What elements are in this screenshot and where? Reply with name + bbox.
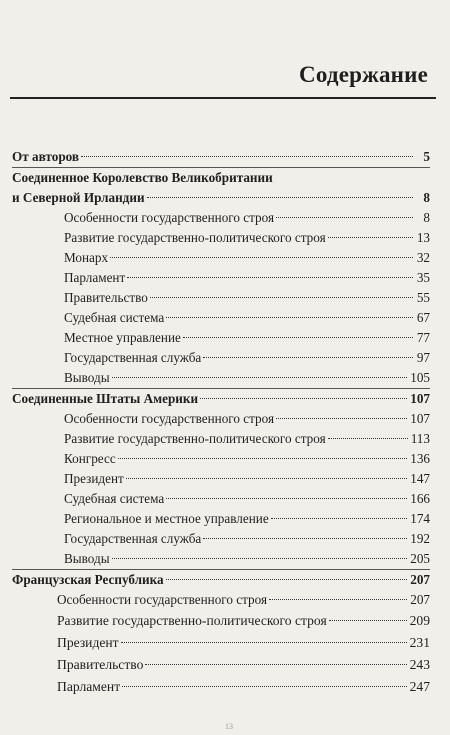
- dot-leader: [203, 538, 407, 539]
- toc-entry-title: Конгресс: [64, 451, 116, 466]
- toc-entry-page: 207: [410, 572, 430, 587]
- toc-entry[interactable]: [12, 489, 430, 509]
- toc-entry-title: Парламент: [64, 270, 126, 285]
- dot-leader: [329, 620, 407, 621]
- dot-leader: [200, 398, 407, 399]
- toc-entry[interactable]: [12, 147, 430, 167]
- toc-entry-title: Особенности государственного строя: [64, 210, 275, 225]
- toc-entry-page: 136: [410, 451, 430, 466]
- toc-entry-page: 32: [416, 250, 430, 265]
- toc-entry-title: Выводы: [64, 370, 110, 385]
- toc-entry-page: 97: [416, 350, 430, 365]
- toc-entry-title: Развитие государственно-политического строя: [57, 613, 327, 628]
- toc-entry[interactable]: [12, 188, 430, 208]
- toc-entry-page: 192: [410, 531, 430, 546]
- toc-entry[interactable]: [12, 409, 430, 429]
- toc-entry-title: Соединенное Королевство Великобритании: [12, 170, 273, 185]
- toc-entry[interactable]: [12, 348, 430, 368]
- toc-entry-title: Президент: [57, 635, 119, 650]
- dot-leader: [81, 156, 413, 157]
- toc-entry[interactable]: [12, 529, 430, 549]
- toc-entry-page: 55: [416, 290, 430, 305]
- page-number: 13: [225, 722, 233, 731]
- toc-entry-title: Государственная служба: [64, 350, 202, 365]
- dot-leader: [121, 642, 407, 643]
- toc-entry-page: 243: [409, 657, 430, 672]
- toc-entry-page: 209: [409, 613, 430, 628]
- toc-entry[interactable]: [12, 610, 430, 632]
- toc-entry[interactable]: [12, 308, 430, 328]
- toc-entry[interactable]: [12, 328, 430, 348]
- dot-leader: [118, 458, 408, 459]
- dot-leader: [145, 664, 406, 665]
- toc-entry[interactable]: [12, 654, 430, 676]
- dot-leader: [166, 579, 408, 580]
- toc-entry[interactable]: [12, 268, 430, 288]
- toc-entry-page: 105: [410, 370, 430, 385]
- toc-entry-page: 5: [423, 149, 430, 164]
- toc-entry[interactable]: [12, 569, 430, 590]
- toc-entry-page: 166: [410, 491, 430, 506]
- toc-entry-title: От авторов: [12, 149, 80, 164]
- toc-entry-page: 205: [410, 551, 430, 566]
- toc-entry[interactable]: [12, 167, 430, 188]
- toc-entry-page: 174: [410, 511, 430, 526]
- toc-entry-title: Парламент: [57, 679, 121, 694]
- toc-entry-title: Правительство: [64, 290, 148, 305]
- toc-entry-page: 8: [423, 210, 430, 225]
- toc-entry-title: Государственная служба: [64, 531, 202, 546]
- dot-leader: [126, 478, 407, 479]
- page-title: Содержание: [299, 62, 428, 87]
- toc-entry-title: Особенности государственного строя: [64, 411, 275, 426]
- toc-entry[interactable]: [12, 676, 430, 698]
- dot-leader: [183, 337, 413, 338]
- toc-entry-title: Судебная система: [64, 491, 165, 506]
- toc-entry-page: 107: [410, 411, 430, 426]
- toc-entry[interactable]: [12, 509, 430, 529]
- toc-entry-page: 13: [416, 230, 430, 245]
- dot-leader: [328, 237, 413, 238]
- toc-entry-title: Правительство: [57, 657, 144, 672]
- dot-leader: [122, 686, 406, 687]
- toc-entry-title: Региональное и местное управление: [64, 511, 269, 526]
- toc-entry-title: Развитие государственно-политического строя: [64, 230, 326, 245]
- dot-leader: [166, 317, 413, 318]
- toc-entry-page: 77: [416, 330, 430, 345]
- toc-entry-title: Французская Республика: [12, 572, 164, 587]
- toc-entry[interactable]: [12, 368, 430, 388]
- toc-entry-title: Соединенные Штаты Америки: [12, 391, 199, 406]
- dot-leader: [276, 418, 407, 419]
- dot-leader: [147, 197, 413, 198]
- dot-leader: [328, 438, 408, 439]
- dot-leader: [166, 498, 407, 499]
- toc-entry[interactable]: [12, 549, 430, 569]
- dot-leader: [276, 217, 413, 218]
- toc-entry[interactable]: [12, 590, 430, 610]
- toc-entry[interactable]: [12, 248, 430, 268]
- toc-entry-title: Развитие государственно-политического строя: [64, 431, 326, 446]
- toc-entry[interactable]: [12, 288, 430, 308]
- toc-entry-page: 67: [416, 310, 430, 325]
- toc-entry[interactable]: [12, 208, 430, 228]
- toc-entry-page: 107: [410, 391, 430, 406]
- dot-leader: [150, 297, 413, 298]
- toc-entry-title: и Северной Ирландии: [12, 190, 145, 205]
- toc-entry-title: Президент: [64, 471, 124, 486]
- toc-entry-title: Особенности государственного строя: [57, 592, 268, 607]
- dot-leader: [112, 558, 408, 559]
- toc-entry[interactable]: [12, 469, 430, 489]
- table-of-contents: [12, 145, 430, 698]
- dot-leader: [110, 257, 413, 258]
- toc-entry[interactable]: [12, 388, 430, 409]
- toc-entry-page: 35: [416, 270, 430, 285]
- toc-entry[interactable]: [12, 449, 430, 469]
- toc-entry-page: 231: [409, 635, 430, 650]
- toc-entry-page: 207: [410, 592, 430, 607]
- toc-entry-title: Выводы: [64, 551, 110, 566]
- toc-entry-title: Монарх: [64, 250, 109, 265]
- toc-entry-page: 113: [410, 431, 430, 446]
- toc-entry[interactable]: [12, 429, 430, 449]
- toc-entry-title: Судебная система: [64, 310, 165, 325]
- dot-leader: [269, 599, 407, 600]
- toc-entry-page: 247: [409, 679, 430, 694]
- dot-leader: [127, 277, 413, 278]
- toc-entry-page: 147: [410, 471, 430, 486]
- dot-leader: [271, 518, 408, 519]
- dot-leader: [112, 377, 408, 378]
- toc-entry-page: 8: [423, 190, 430, 205]
- toc-entry[interactable]: [12, 228, 430, 248]
- toc-entry-title: Местное управление: [64, 330, 181, 345]
- dot-leader: [203, 357, 413, 358]
- title-rule: [10, 97, 436, 99]
- toc-entry[interactable]: [12, 632, 430, 654]
